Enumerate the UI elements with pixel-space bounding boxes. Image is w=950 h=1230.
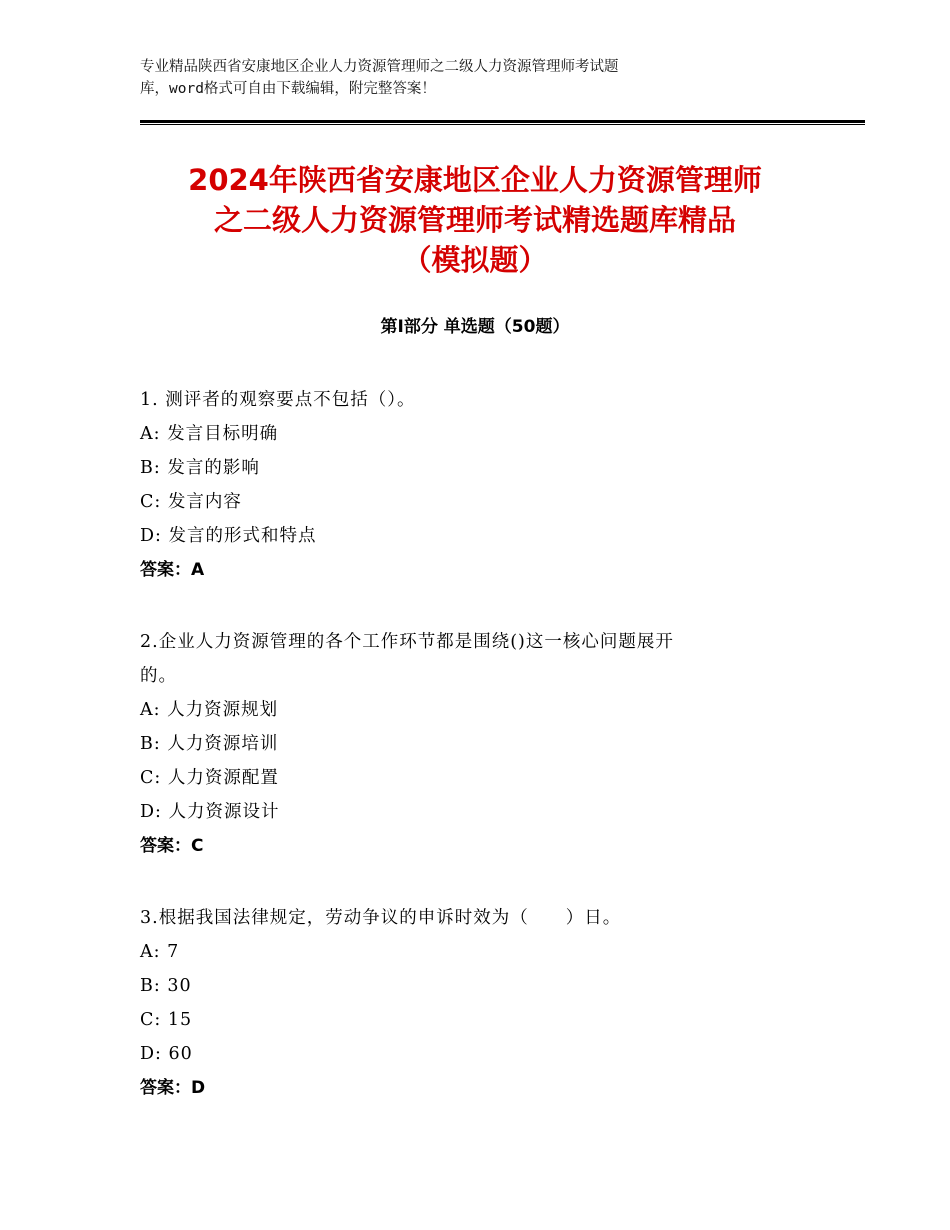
option-c: C: 15	[140, 1010, 193, 1030]
option-a: A: 人力资源规划	[140, 700, 279, 720]
option-b: B: 发言的影响	[140, 458, 260, 478]
document-title-line-3: （模拟题）	[402, 243, 548, 277]
option-d: D: 人力资源设计	[140, 802, 280, 822]
option-a: A: 发言目标明确	[140, 424, 279, 444]
header-line-2: 库，word格式可自由下载编辑，附完整答案！	[140, 81, 436, 97]
question-list	[140, 383, 820, 1143]
option-c: C: 人力资源配置	[140, 768, 279, 788]
answer: 答案：D	[140, 1078, 206, 1098]
question-1	[140, 383, 820, 587]
page-header	[140, 56, 780, 100]
question-2	[140, 625, 820, 863]
answer: 答案：A	[140, 560, 205, 580]
option-a: A: 7	[140, 942, 180, 962]
document-title-line-1: 2024年陕西省安康地区企业人力资源管理师	[188, 163, 762, 197]
question-text-line-2: 的。	[140, 666, 177, 686]
header-divider-thick	[140, 120, 865, 123]
document-title-line-2: 之二级人力资源管理师考试精选题库精品	[213, 203, 736, 237]
question-3	[140, 901, 820, 1105]
section-heading: 第Ⅰ部分 单选题（50题）	[380, 317, 570, 337]
document-title	[80, 160, 870, 280]
answer: 答案：C	[140, 836, 204, 856]
option-d: D: 发言的形式和特点	[140, 526, 317, 546]
option-d: D: 60	[140, 1044, 193, 1064]
question-text-line-1: 2.企业人力资源管理的各个工作环节都是围绕()这一核心问题展开	[140, 632, 674, 652]
option-b: B: 人力资源培训	[140, 734, 279, 754]
question-text: 1. 测评者的观察要点不包括（）。	[140, 390, 416, 410]
question-text: 3.根据我国法律规定，劳动争议的申诉时效为（ ）日。	[140, 908, 622, 928]
header-line-1: 专业精品陕西省安康地区企业人力资源管理师之二级人力资源管理师考试题	[140, 59, 619, 75]
option-c: C: 发言内容	[140, 492, 242, 512]
header-divider	[140, 120, 865, 125]
header-divider-thin	[140, 124, 865, 125]
option-b: B: 30	[140, 976, 192, 996]
